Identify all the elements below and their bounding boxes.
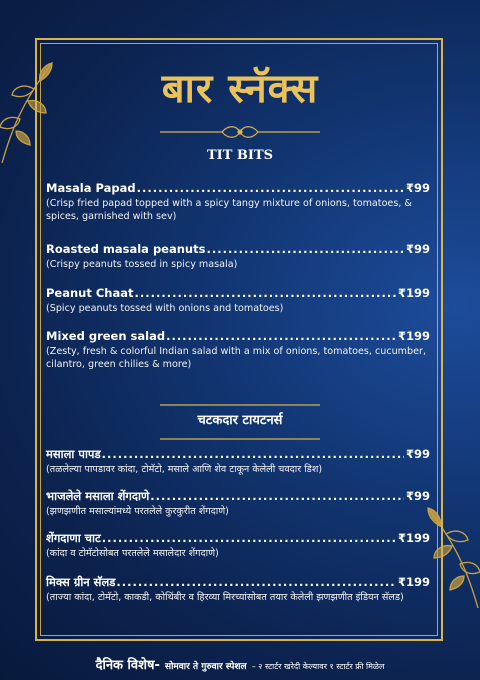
item-description: (Zesty, fresh & colorful Indian salad with a mix of onions, tomatoes, cucumber, cilantro, green chilies & more) — [46, 346, 427, 370]
dot-leader — [137, 181, 404, 196]
dot-leader — [135, 286, 396, 301]
item-price: ₹199 — [397, 329, 430, 343]
menu-item — [46, 489, 430, 518]
footer-days: सोमवार ते गुरुवार स्पेशल — [165, 662, 247, 672]
menu-item — [46, 531, 430, 560]
item-description: (Crispy peanuts tossed in spicy masala) — [46, 259, 238, 270]
item-name: Roasted masala peanuts — [46, 242, 206, 256]
dot-leader — [102, 447, 404, 462]
item-price: ₹99 — [405, 489, 430, 503]
daily-special-footer — [0, 654, 480, 673]
item-description: (झणझणीत मसाल्यांमध्ये परतलेले कुरकुरीत शेंगदाणे) — [46, 506, 229, 517]
dot-leader — [102, 531, 396, 546]
menu-item — [46, 286, 430, 315]
divider-ornament-icon — [0, 124, 480, 140]
page-title: बार स्नॅक्स — [161, 66, 319, 112]
footer-offer: – २ स्टार्टर खरेदी केल्यावर १ स्टार्टर फ्री मिळेल — [251, 662, 385, 671]
item-description: (Spicy peanuts tossed with onions and tomatoes) — [46, 303, 284, 314]
item-description: (Crisp fried papad topped with a spicy tangy mixture of onions, tomatoes, & spices, garnished with sev) — [46, 198, 412, 222]
item-description: (कांदा व टोमॅटोसोबत परतलेले मसालेदार शेंगदाणे) — [46, 548, 219, 559]
item-name: मसाला पापड — [46, 447, 101, 461]
menu-item — [46, 181, 430, 223]
item-price: ₹199 — [397, 286, 430, 300]
item-name: Peanut Chaat — [46, 286, 134, 300]
item-name: Masala Papad — [46, 181, 136, 195]
footer-label: दैनिक विशेष- — [95, 658, 160, 673]
item-price: ₹199 — [397, 531, 430, 545]
section-heading-chatkadar: चटकदार टायटनर्स — [197, 413, 283, 428]
item-description: (ताज्या कांदा, टोमॅटो, काकडी, कोथिंबीर व हिरव्या मिरच्यांसोबत तयार केलेली झणझणीत इंडियन सॅलड) — [46, 592, 404, 603]
menu-item — [46, 329, 430, 371]
item-name: मिक्स ग्रीन सॅलड — [46, 575, 116, 589]
item-price: ₹199 — [397, 575, 430, 589]
item-name: Mixed green salad — [46, 329, 166, 343]
item-price: ₹99 — [405, 242, 430, 256]
menu-item — [46, 575, 430, 604]
item-description: (तळलेल्या पापडावर कांदा, टोमॅटो, मसाले आणि शेव टाकून केलेली चवदार डिश) — [46, 464, 323, 475]
item-price: ₹99 — [405, 181, 430, 195]
item-name: भाजलेले मसाला शेंगदाणे — [46, 489, 150, 503]
dot-leader — [206, 242, 404, 257]
dot-leader — [166, 329, 396, 344]
menu-item — [46, 242, 430, 271]
menu-item — [46, 447, 430, 476]
section-heading-tit-bits: TIT BITS — [206, 148, 274, 163]
dot-leader — [150, 489, 404, 504]
item-price: ₹99 — [405, 447, 430, 461]
dot-leader — [116, 575, 396, 590]
item-name: शेंगदाणा चाट — [46, 531, 101, 545]
